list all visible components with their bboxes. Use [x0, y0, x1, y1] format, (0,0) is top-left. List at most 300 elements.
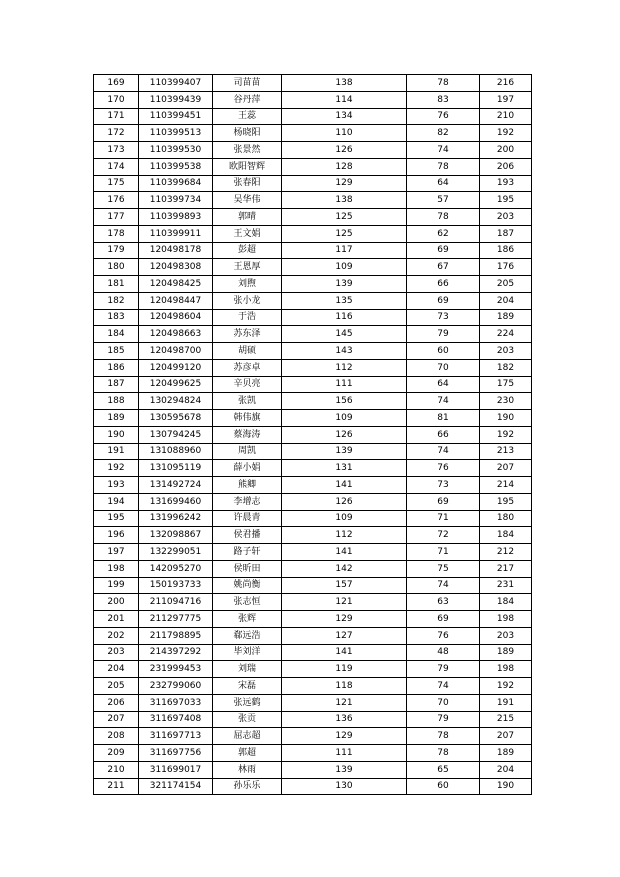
total-score-cell: 191 [480, 694, 532, 711]
score-b-cell: 74 [407, 443, 480, 460]
table-row [94, 644, 532, 661]
name-cell: 张辉 [213, 611, 282, 628]
score-b-cell: 48 [407, 644, 480, 661]
name-cell: 苏东泽 [213, 326, 282, 343]
row-number-cell: 211 [94, 778, 139, 795]
score-a-cell: 126 [282, 493, 407, 510]
score-b-cell: 74 [407, 393, 480, 410]
total-score-cell: 203 [480, 627, 532, 644]
row-number-cell: 187 [94, 376, 139, 393]
table-row [94, 627, 532, 644]
table-row [94, 276, 532, 293]
score-a-cell: 141 [282, 544, 407, 561]
id-number-cell: 311697713 [139, 728, 213, 745]
id-number-cell: 311697408 [139, 711, 213, 728]
id-number-cell: 120498604 [139, 309, 213, 326]
score-table-body [94, 75, 532, 795]
name-cell: 张小龙 [213, 292, 282, 309]
score-b-cell: 79 [407, 711, 480, 728]
total-score-cell: 180 [480, 510, 532, 527]
score-b-cell: 64 [407, 376, 480, 393]
score-a-cell: 125 [282, 225, 407, 242]
name-cell: 韩伟旗 [213, 410, 282, 427]
id-number-cell: 131095119 [139, 460, 213, 477]
score-a-cell: 134 [282, 108, 407, 125]
score-a-cell: 110 [282, 125, 407, 142]
name-cell: 谷丹萍 [213, 91, 282, 108]
score-b-cell: 69 [407, 292, 480, 309]
id-number-cell: 120499625 [139, 376, 213, 393]
score-a-cell: 126 [282, 142, 407, 159]
id-number-cell: 211798895 [139, 627, 213, 644]
table-row [94, 209, 532, 226]
score-b-cell: 60 [407, 343, 480, 360]
name-cell: 杨晓阳 [213, 125, 282, 142]
name-cell: 张景然 [213, 142, 282, 159]
score-b-cell: 73 [407, 477, 480, 494]
id-number-cell: 311697033 [139, 694, 213, 711]
total-score-cell: 205 [480, 276, 532, 293]
score-a-cell: 111 [282, 376, 407, 393]
total-score-cell: 210 [480, 108, 532, 125]
score-b-cell: 66 [407, 426, 480, 443]
row-number-cell: 210 [94, 761, 139, 778]
score-b-cell: 70 [407, 694, 480, 711]
id-number-cell: 110399911 [139, 225, 213, 242]
table-row [94, 259, 532, 276]
total-score-cell: 215 [480, 711, 532, 728]
name-cell: 毕刘洋 [213, 644, 282, 661]
id-number-cell: 120498425 [139, 276, 213, 293]
total-score-cell: 231 [480, 577, 532, 594]
row-number-cell: 192 [94, 460, 139, 477]
score-b-cell: 81 [407, 410, 480, 427]
id-number-cell: 131088960 [139, 443, 213, 460]
score-b-cell: 70 [407, 359, 480, 376]
score-b-cell: 69 [407, 611, 480, 628]
row-number-cell: 179 [94, 242, 139, 259]
total-score-cell: 224 [480, 326, 532, 343]
name-cell: 屈志超 [213, 728, 282, 745]
id-number-cell: 110399407 [139, 75, 213, 92]
row-number-cell: 208 [94, 728, 139, 745]
score-a-cell: 145 [282, 326, 407, 343]
name-cell: 吴华伟 [213, 192, 282, 209]
score-b-cell: 69 [407, 242, 480, 259]
score-a-cell: 118 [282, 678, 407, 695]
id-number-cell: 132098867 [139, 527, 213, 544]
name-cell: 宋磊 [213, 678, 282, 695]
score-a-cell: 138 [282, 75, 407, 92]
score-a-cell: 131 [282, 460, 407, 477]
score-a-cell: 128 [282, 158, 407, 175]
table-row [94, 694, 532, 711]
total-score-cell: 189 [480, 309, 532, 326]
name-cell: 薛小娟 [213, 460, 282, 477]
total-score-cell: 190 [480, 778, 532, 795]
score-a-cell: 129 [282, 728, 407, 745]
row-number-cell: 169 [94, 75, 139, 92]
row-number-cell: 200 [94, 594, 139, 611]
table-row [94, 745, 532, 762]
id-number-cell: 110399513 [139, 125, 213, 142]
table-row [94, 75, 532, 92]
row-number-cell: 189 [94, 410, 139, 427]
name-cell: 于浩 [213, 309, 282, 326]
row-number-cell: 204 [94, 661, 139, 678]
score-a-cell: 111 [282, 745, 407, 762]
total-score-cell: 198 [480, 611, 532, 628]
row-number-cell: 193 [94, 477, 139, 494]
table-row [94, 343, 532, 360]
row-number-cell: 206 [94, 694, 139, 711]
row-number-cell: 186 [94, 359, 139, 376]
id-number-cell: 131492724 [139, 477, 213, 494]
score-b-cell: 72 [407, 527, 480, 544]
score-table [93, 74, 532, 795]
id-number-cell: 232799060 [139, 678, 213, 695]
id-number-cell: 311697756 [139, 745, 213, 762]
score-b-cell: 74 [407, 577, 480, 594]
table-row [94, 761, 532, 778]
id-number-cell: 120498447 [139, 292, 213, 309]
score-a-cell: 136 [282, 711, 407, 728]
score-a-cell: 139 [282, 761, 407, 778]
score-b-cell: 79 [407, 661, 480, 678]
score-a-cell: 130 [282, 778, 407, 795]
total-score-cell: 197 [480, 91, 532, 108]
score-a-cell: 129 [282, 175, 407, 192]
id-number-cell: 321174154 [139, 778, 213, 795]
total-score-cell: 184 [480, 527, 532, 544]
score-a-cell: 112 [282, 527, 407, 544]
table-row [94, 711, 532, 728]
id-number-cell: 110399734 [139, 192, 213, 209]
name-cell: 侯昕田 [213, 560, 282, 577]
name-cell: 周凯 [213, 443, 282, 460]
id-number-cell: 110399684 [139, 175, 213, 192]
name-cell: 李增志 [213, 493, 282, 510]
score-b-cell: 78 [407, 158, 480, 175]
table-row [94, 225, 532, 242]
score-b-cell: 78 [407, 209, 480, 226]
name-cell: 孙乐乐 [213, 778, 282, 795]
score-a-cell: 135 [282, 292, 407, 309]
score-a-cell: 125 [282, 209, 407, 226]
total-score-cell: 192 [480, 678, 532, 695]
id-number-cell: 132299051 [139, 544, 213, 561]
row-number-cell: 199 [94, 577, 139, 594]
table-row [94, 108, 532, 125]
row-number-cell: 178 [94, 225, 139, 242]
name-cell: 胡硕 [213, 343, 282, 360]
score-b-cell: 75 [407, 560, 480, 577]
table-row [94, 410, 532, 427]
total-score-cell: 213 [480, 443, 532, 460]
table-row [94, 158, 532, 175]
row-number-cell: 188 [94, 393, 139, 410]
name-cell: 王蕊 [213, 108, 282, 125]
id-number-cell: 120499120 [139, 359, 213, 376]
score-b-cell: 78 [407, 75, 480, 92]
table-row [94, 359, 532, 376]
score-b-cell: 71 [407, 510, 480, 527]
id-number-cell: 110399893 [139, 209, 213, 226]
score-b-cell: 78 [407, 728, 480, 745]
name-cell: 蔡海涛 [213, 426, 282, 443]
id-number-cell: 110399439 [139, 91, 213, 108]
table-row [94, 728, 532, 745]
total-score-cell: 203 [480, 343, 532, 360]
name-cell: 刘瑞 [213, 661, 282, 678]
total-score-cell: 212 [480, 544, 532, 561]
table-row [94, 443, 532, 460]
total-score-cell: 217 [480, 560, 532, 577]
score-a-cell: 112 [282, 359, 407, 376]
score-b-cell: 78 [407, 745, 480, 762]
total-score-cell: 187 [480, 225, 532, 242]
row-number-cell: 170 [94, 91, 139, 108]
row-number-cell: 171 [94, 108, 139, 125]
score-a-cell: 141 [282, 477, 407, 494]
id-number-cell: 120498663 [139, 326, 213, 343]
id-number-cell: 120498700 [139, 343, 213, 360]
id-number-cell: 211297775 [139, 611, 213, 628]
total-score-cell: 182 [480, 359, 532, 376]
name-cell: 司苗苗 [213, 75, 282, 92]
score-b-cell: 83 [407, 91, 480, 108]
total-score-cell: 186 [480, 242, 532, 259]
score-b-cell: 63 [407, 594, 480, 611]
row-number-cell: 201 [94, 611, 139, 628]
table-row [94, 309, 532, 326]
row-number-cell: 181 [94, 276, 139, 293]
table-row [94, 142, 532, 159]
table-row [94, 376, 532, 393]
total-score-cell: 206 [480, 158, 532, 175]
row-number-cell: 176 [94, 192, 139, 209]
name-cell: 张远鹤 [213, 694, 282, 711]
id-number-cell: 110399538 [139, 158, 213, 175]
row-number-cell: 198 [94, 560, 139, 577]
total-score-cell: 192 [480, 426, 532, 443]
table-row [94, 326, 532, 343]
score-a-cell: 157 [282, 577, 407, 594]
score-a-cell: 121 [282, 594, 407, 611]
score-b-cell: 69 [407, 493, 480, 510]
row-number-cell: 177 [94, 209, 139, 226]
id-number-cell: 110399530 [139, 142, 213, 159]
row-number-cell: 185 [94, 343, 139, 360]
score-a-cell: 138 [282, 192, 407, 209]
name-cell: 林雨 [213, 761, 282, 778]
id-number-cell: 131996242 [139, 510, 213, 527]
total-score-cell: 193 [480, 175, 532, 192]
total-score-cell: 195 [480, 493, 532, 510]
total-score-cell: 176 [480, 259, 532, 276]
total-score-cell: 198 [480, 661, 532, 678]
name-cell: 熊卿 [213, 477, 282, 494]
total-score-cell: 195 [480, 192, 532, 209]
table-row [94, 611, 532, 628]
score-a-cell: 129 [282, 611, 407, 628]
total-score-cell: 189 [480, 644, 532, 661]
table-row [94, 242, 532, 259]
table-row [94, 192, 532, 209]
table-row [94, 678, 532, 695]
id-number-cell: 142095270 [139, 560, 213, 577]
name-cell: 王恩厚 [213, 259, 282, 276]
row-number-cell: 184 [94, 326, 139, 343]
score-b-cell: 74 [407, 142, 480, 159]
name-cell: 张志恒 [213, 594, 282, 611]
total-score-cell: 214 [480, 477, 532, 494]
id-number-cell: 130294824 [139, 393, 213, 410]
score-b-cell: 71 [407, 544, 480, 561]
score-a-cell: 116 [282, 309, 407, 326]
total-score-cell: 189 [480, 745, 532, 762]
row-number-cell: 190 [94, 426, 139, 443]
score-a-cell: 109 [282, 510, 407, 527]
id-number-cell: 110399451 [139, 108, 213, 125]
total-score-cell: 204 [480, 292, 532, 309]
row-number-cell: 180 [94, 259, 139, 276]
total-score-cell: 230 [480, 393, 532, 410]
score-b-cell: 66 [407, 276, 480, 293]
id-number-cell: 131699460 [139, 493, 213, 510]
id-number-cell: 130794245 [139, 426, 213, 443]
score-a-cell: 109 [282, 410, 407, 427]
name-cell: 苏彦卓 [213, 359, 282, 376]
name-cell: 张凯 [213, 393, 282, 410]
total-score-cell: 203 [480, 209, 532, 226]
row-number-cell: 173 [94, 142, 139, 159]
score-b-cell: 73 [407, 309, 480, 326]
id-number-cell: 311699017 [139, 761, 213, 778]
table-row [94, 91, 532, 108]
name-cell: 王文娟 [213, 225, 282, 242]
row-number-cell: 195 [94, 510, 139, 527]
score-a-cell: 109 [282, 259, 407, 276]
table-row [94, 527, 532, 544]
name-cell: 许晨青 [213, 510, 282, 527]
score-a-cell: 121 [282, 694, 407, 711]
table-row [94, 292, 532, 309]
row-number-cell: 196 [94, 527, 139, 544]
score-a-cell: 117 [282, 242, 407, 259]
table-row [94, 426, 532, 443]
score-a-cell: 114 [282, 91, 407, 108]
score-b-cell: 79 [407, 326, 480, 343]
row-number-cell: 175 [94, 175, 139, 192]
score-b-cell: 67 [407, 259, 480, 276]
row-number-cell: 202 [94, 627, 139, 644]
id-number-cell: 120498178 [139, 242, 213, 259]
name-cell: 郭晴 [213, 209, 282, 226]
score-a-cell: 139 [282, 443, 407, 460]
score-b-cell: 74 [407, 678, 480, 695]
score-a-cell: 119 [282, 661, 407, 678]
row-number-cell: 197 [94, 544, 139, 561]
total-score-cell: 200 [480, 142, 532, 159]
row-number-cell: 182 [94, 292, 139, 309]
name-cell: 张贡 [213, 711, 282, 728]
table-row [94, 778, 532, 795]
table-row [94, 460, 532, 477]
score-a-cell: 127 [282, 627, 407, 644]
total-score-cell: 207 [480, 728, 532, 745]
score-b-cell: 64 [407, 175, 480, 192]
table-row [94, 125, 532, 142]
score-b-cell: 65 [407, 761, 480, 778]
table-row [94, 594, 532, 611]
id-number-cell: 231999453 [139, 661, 213, 678]
name-cell: 张春阳 [213, 175, 282, 192]
total-score-cell: 207 [480, 460, 532, 477]
score-b-cell: 62 [407, 225, 480, 242]
score-b-cell: 82 [407, 125, 480, 142]
score-b-cell: 60 [407, 778, 480, 795]
total-score-cell: 192 [480, 125, 532, 142]
id-number-cell: 214397292 [139, 644, 213, 661]
row-number-cell: 203 [94, 644, 139, 661]
name-cell: 郭超 [213, 745, 282, 762]
total-score-cell: 216 [480, 75, 532, 92]
table-row [94, 175, 532, 192]
score-b-cell: 76 [407, 108, 480, 125]
name-cell: 彭超 [213, 242, 282, 259]
id-number-cell: 120498308 [139, 259, 213, 276]
score-b-cell: 57 [407, 192, 480, 209]
score-a-cell: 143 [282, 343, 407, 360]
name-cell: 辛贝亮 [213, 376, 282, 393]
table-row [94, 544, 532, 561]
row-number-cell: 172 [94, 125, 139, 142]
score-a-cell: 126 [282, 426, 407, 443]
id-number-cell: 150193733 [139, 577, 213, 594]
total-score-cell: 190 [480, 410, 532, 427]
name-cell: 姚尚衡 [213, 577, 282, 594]
name-cell: 欧阳智辉 [213, 158, 282, 175]
table-row [94, 577, 532, 594]
name-cell: 路子轩 [213, 544, 282, 561]
total-score-cell: 204 [480, 761, 532, 778]
row-number-cell: 194 [94, 493, 139, 510]
name-cell: 侯君播 [213, 527, 282, 544]
row-number-cell: 205 [94, 678, 139, 695]
score-a-cell: 156 [282, 393, 407, 410]
table-row [94, 493, 532, 510]
row-number-cell: 207 [94, 711, 139, 728]
table-row [94, 661, 532, 678]
score-a-cell: 139 [282, 276, 407, 293]
score-a-cell: 142 [282, 560, 407, 577]
score-b-cell: 76 [407, 627, 480, 644]
row-number-cell: 209 [94, 745, 139, 762]
name-cell: 郗远浩 [213, 627, 282, 644]
name-cell: 刘煦 [213, 276, 282, 293]
score-b-cell: 76 [407, 460, 480, 477]
score-a-cell: 141 [282, 644, 407, 661]
row-number-cell: 183 [94, 309, 139, 326]
table-row [94, 510, 532, 527]
table-row [94, 477, 532, 494]
table-row [94, 560, 532, 577]
table-row [94, 393, 532, 410]
row-number-cell: 191 [94, 443, 139, 460]
row-number-cell: 174 [94, 158, 139, 175]
id-number-cell: 130595678 [139, 410, 213, 427]
